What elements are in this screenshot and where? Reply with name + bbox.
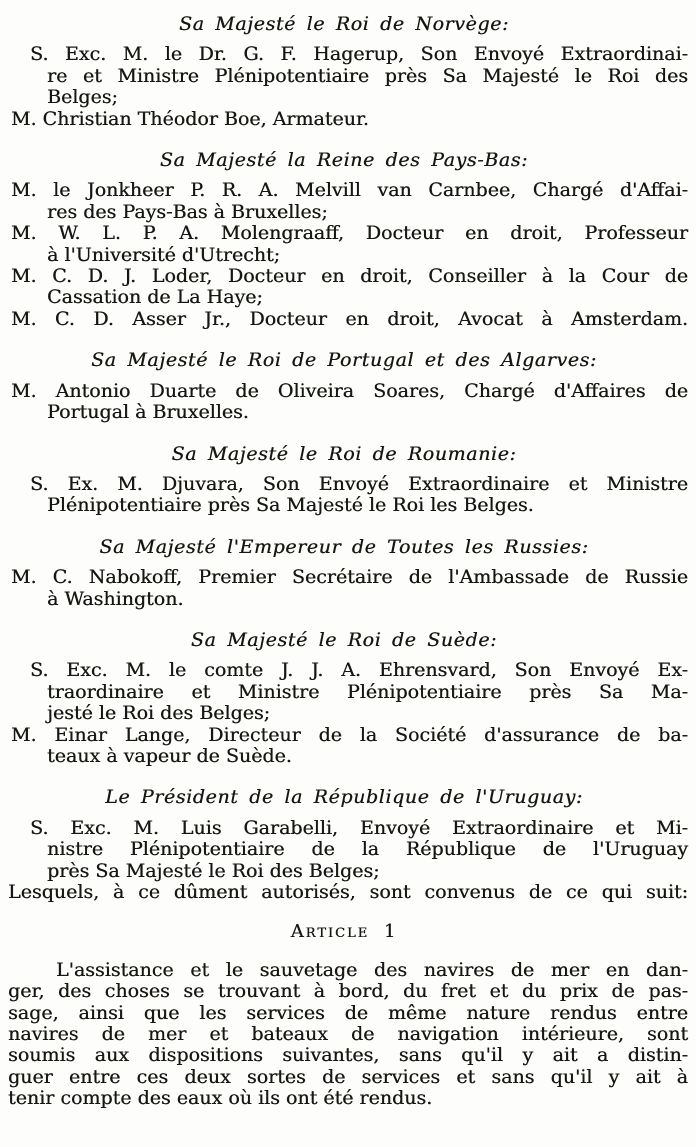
royal-heading: Sa Majesté le Roi de Portugal et des Algarves: (91, 349, 597, 372)
entry-line: M. C. D. J. Loder, Docteur en droit, Conseiller à la Cour de (11, 265, 688, 288)
entry-line: res des Pays-Bas à Bruxelles; (47, 200, 328, 223)
entry-line: teaux à vapeur de Suède. (47, 744, 292, 767)
entry-line: M. Christian Théodor Boe, Armateur. (11, 107, 369, 130)
paragraph-line: sage, ainsi que les services de même nature rendus entre (8, 1001, 688, 1024)
article-heading: Article 1 (290, 921, 398, 943)
entry-line: près Sa Majesté le Roi des Belges; (47, 859, 380, 882)
royal-heading: Sa Majesté le Roi de Suède: (190, 628, 498, 651)
paragraph-line: navires de mer et bateaux de navigation intérieure, sont (8, 1023, 688, 1046)
paragraph-line: ger, des choses se trouvant à bord, du fret et du prix de pas- (8, 980, 688, 1003)
entry-line: M. le Jonkheer P. R. A. Melvill van Carnbee, Chargé d'Affai- (11, 179, 688, 202)
entry-line: traordinaire et Ministre Plénipotentiaire près Sa Ma- (47, 680, 688, 703)
section-suede (0, 630, 688, 767)
entry-line: jesté le Roi des Belges; (47, 702, 271, 725)
section-pays-bas (0, 150, 688, 330)
paragraph-line: L'assistance et le sauvetage des navires de mer en dan- (56, 958, 688, 981)
presidential-heading: Le Président de la République de l'Uruguay: (105, 786, 583, 809)
entry-line: M. W. L. P. A. Molengraaff, Docteur en droit, Professeur (11, 222, 688, 245)
section-roumanie (0, 444, 688, 517)
royal-heading: Sa Majesté la Reine des Pays-Bas: (159, 149, 529, 172)
entry-line: Portugal à Bruxelles. (47, 401, 249, 424)
royal-heading: Sa Majesté l'Empereur de Toutes les Russies: (99, 535, 589, 558)
section-russies (0, 537, 688, 610)
entry-line: S. Ex. M. Djuvara, Son Envoyé Extraordinaire et Ministre (30, 472, 688, 495)
entry-line: Cassation de La Haye; (47, 286, 263, 309)
entry-line: M. C. Nabokoff, Premier Secrétaire de l'Ambassade de Russie (11, 566, 688, 589)
paragraph-line: tenir compte des eaux où ils ont été rendus. (8, 1087, 433, 1110)
entry-line: nistre Plénipotentiaire de la République de l'Uruguay (47, 838, 688, 861)
paragraph-line: soumis aux dispositions suivantes, sans qu'il y ait a distin- (8, 1044, 688, 1067)
paragraph-line: guer entre ces deux sortes de services et sans qu'il y ait à (8, 1065, 688, 1088)
entry-line: Plénipotentiaire près Sa Majesté le Roi les Belges. (47, 494, 534, 517)
entry-line: M. Einar Lange, Directeur de la Société d'assurance de ba- (11, 723, 688, 746)
closing-line: Lesquels, à ce dûment autorisés, sont convenus de ce qui suit: (8, 881, 688, 903)
section-article-1 (0, 921, 688, 1109)
entry-line: M. Antonio Duarte de Oliveira Soares, Chargé d'Affaires de (11, 379, 688, 402)
entry-line: Belges; (47, 86, 118, 109)
section-portugal (0, 350, 688, 423)
entry-line: S. Exc. M. Luis Garabelli, Envoyé Extraordinaire et Mi- (30, 816, 688, 839)
entry-line: M. C. D. Asser Jr., Docteur en droit, Avocat à Amsterdam. (11, 307, 688, 330)
royal-heading: Sa Majesté le Roi de Norvège: (179, 13, 509, 35)
entry-line: re et Ministre Plénipotentiaire près Sa Majesté le Roi des (47, 64, 688, 87)
entry-line: S. Exc. M. le Dr. G. F. Hagerup, Son Envoyé Extraordinai- (30, 43, 688, 66)
royal-heading: Sa Majesté le Roi de Roumanie: (171, 442, 517, 465)
section-uruguay (0, 787, 688, 903)
entry-line: à Washington. (47, 587, 184, 610)
section-norvege (0, 14, 688, 130)
entry-line: S. Exc. M. le comte J. J. A. Ehrensvard, Son Envoyé Ex- (30, 659, 688, 682)
entry-line: à l'Université d'Utrecht; (47, 243, 281, 266)
